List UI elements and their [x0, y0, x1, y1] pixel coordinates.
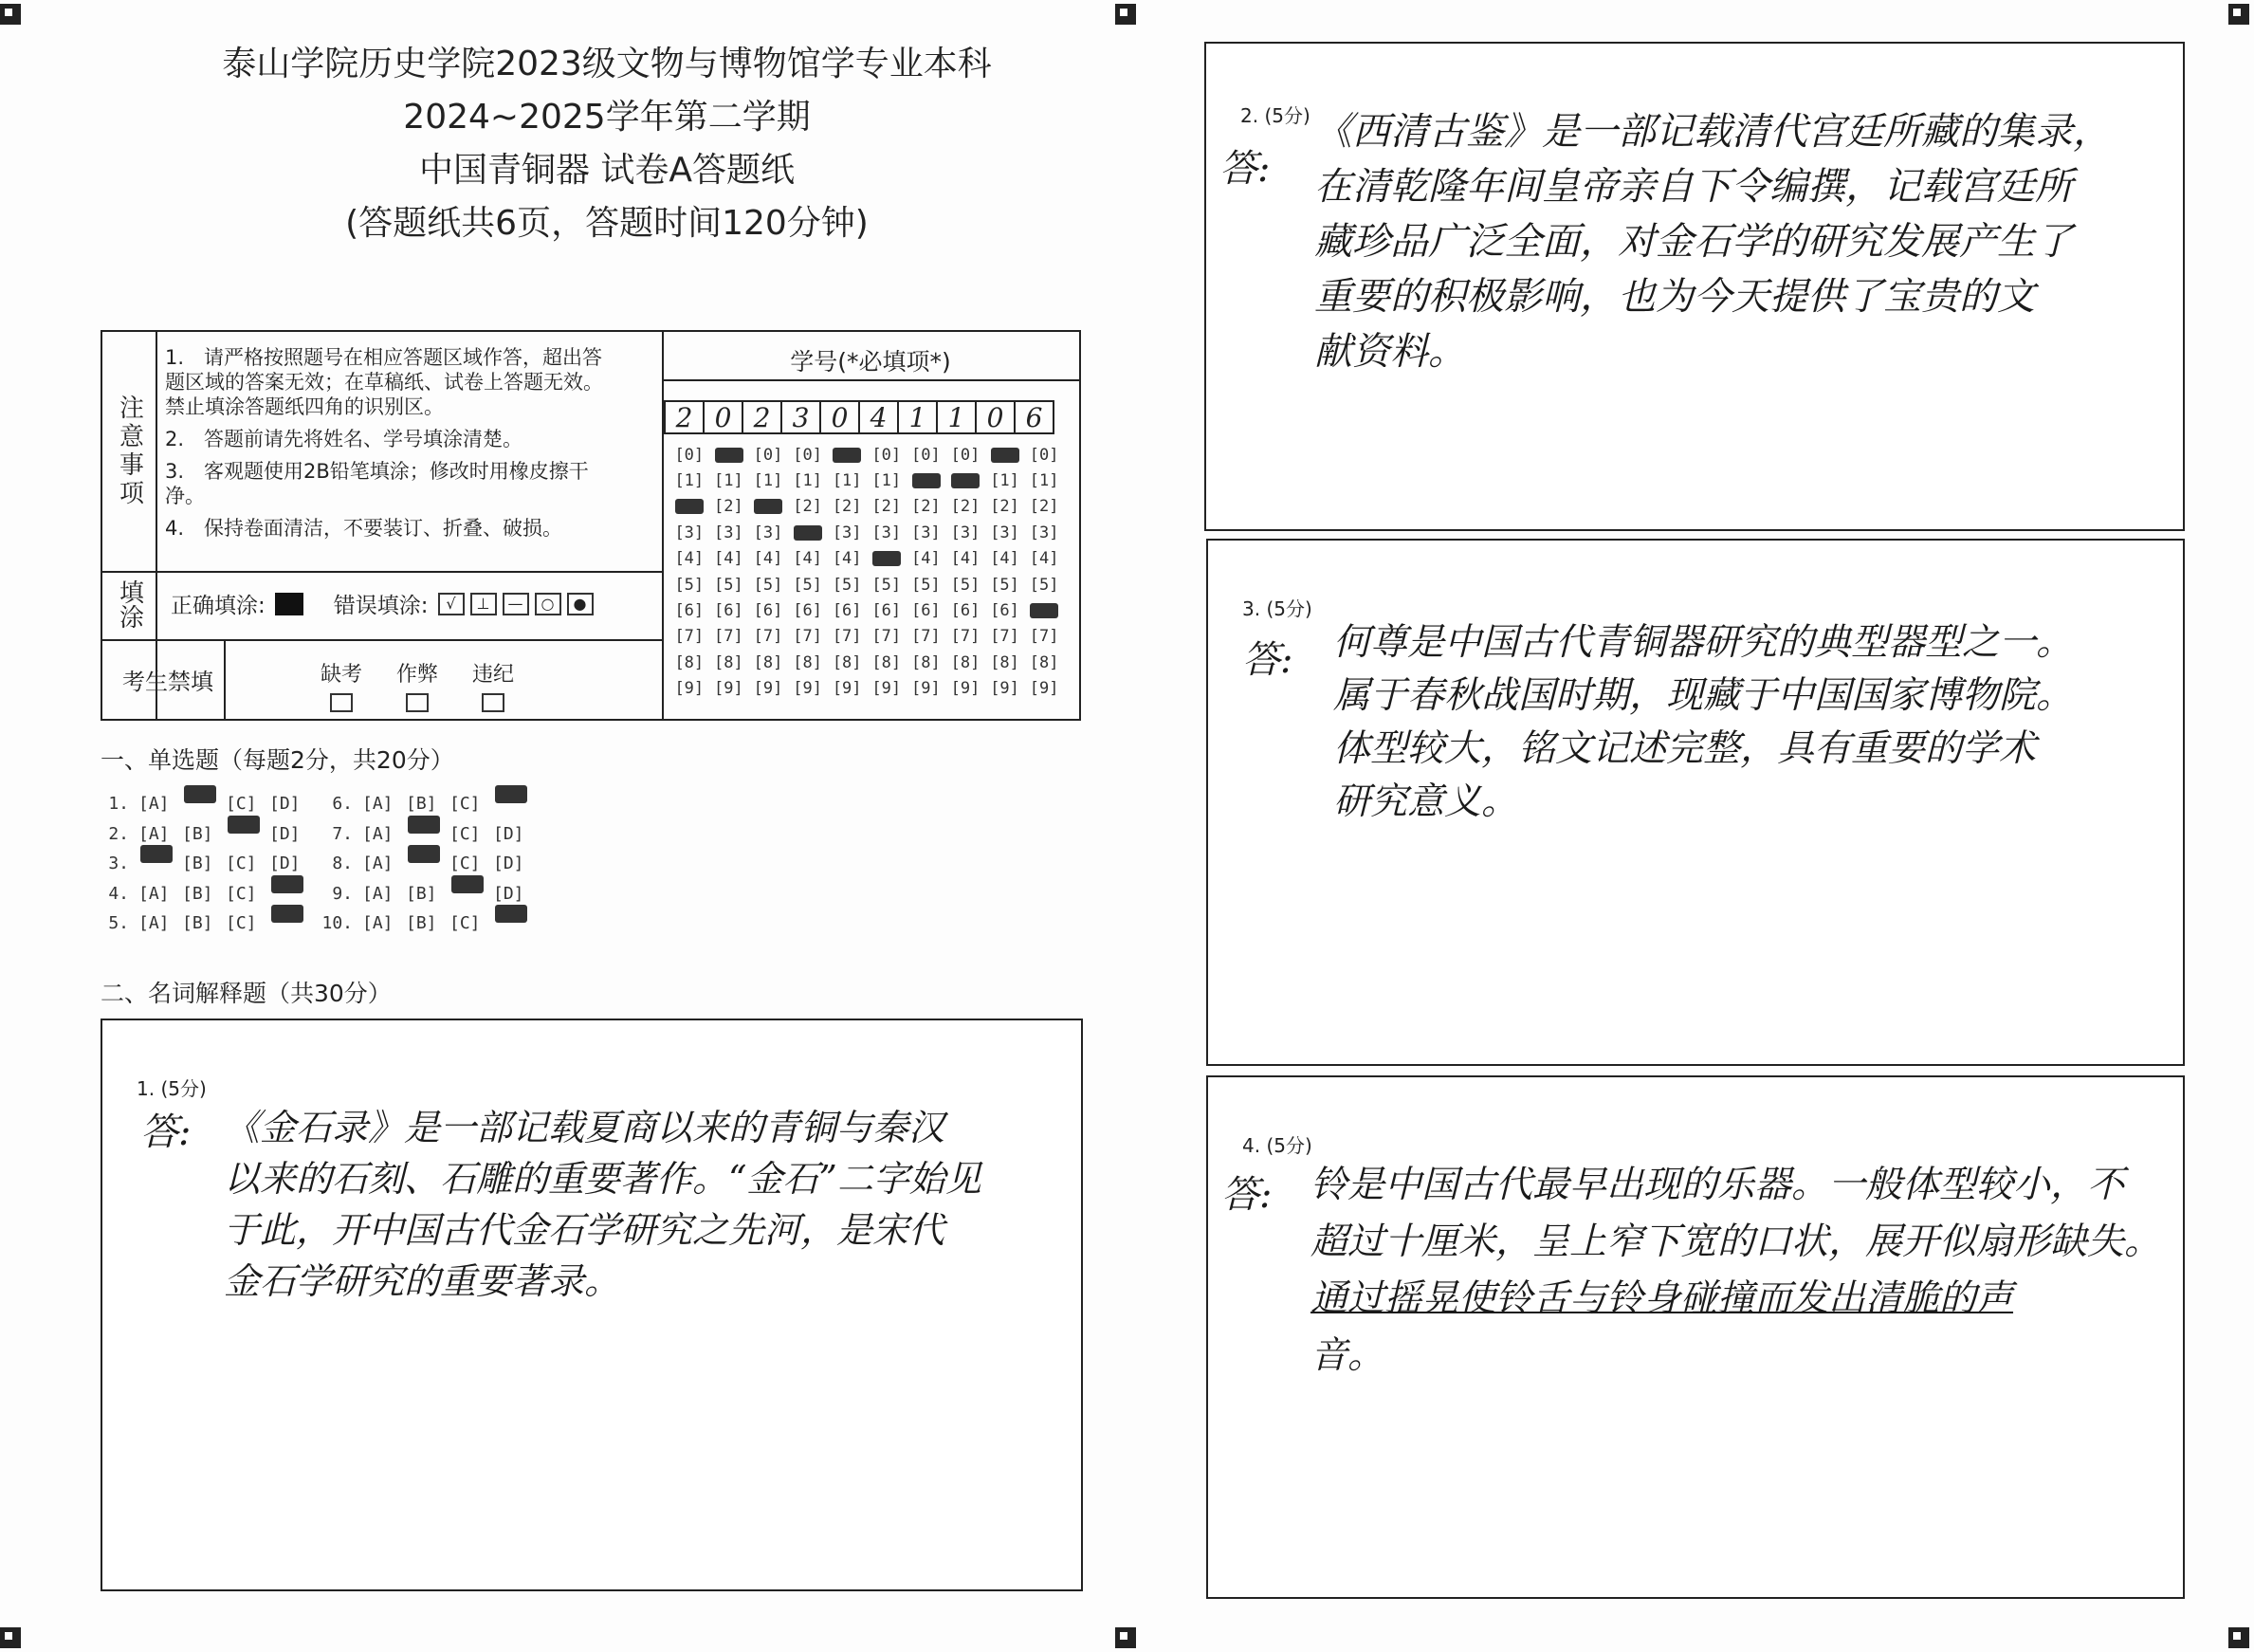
mcq-option-bubble[interactable]: [A] [138, 883, 170, 904]
student-id-digit[interactable]: 6 [1014, 400, 1054, 434]
student-id-bubble[interactable]: [1] [1029, 471, 1059, 491]
student-id-bubble[interactable]: [8] [871, 652, 902, 672]
question-number: 3. (5分) [1242, 597, 1312, 620]
wrong-fill-sample: √ [438, 593, 465, 615]
mcq-question-row [95, 819, 313, 850]
mcq-option-bubble[interactable] [226, 824, 269, 844]
student-id-bubble[interactable]: [9] [832, 679, 862, 699]
corner-mark-top-left [0, 4, 21, 25]
student-id-bubble[interactable]: [0] [674, 445, 705, 465]
student-id-digit[interactable]: 0 [975, 400, 1016, 434]
answer-line: 在清乾隆年间皇帝亲自下令编撰，记载宫廷所 [1314, 165, 2073, 209]
student-id-bubble[interactable]: [7] [1029, 627, 1059, 647]
student-id-bubble[interactable]: [9] [990, 679, 1019, 699]
mcq-option-bubble[interactable]: [A] [362, 794, 394, 815]
student-id-bubble[interactable]: [7] [793, 627, 822, 647]
mcq-option-bubble[interactable]: [C] [226, 794, 257, 815]
student-id-bubble[interactable] [867, 549, 907, 568]
student-id-bubble[interactable]: [4] [793, 549, 822, 569]
student-id-bubble[interactable]: [8] [990, 652, 1019, 672]
student-id-bubble[interactable] [985, 446, 1025, 465]
student-id-bubble[interactable]: [6] [753, 601, 783, 621]
student-id-bubble[interactable]: [5] [674, 575, 705, 595]
mcq-option-bubble[interactable]: [D] [493, 883, 524, 904]
fill-example-row [171, 588, 594, 619]
answer-box-2[interactable] [1204, 42, 2185, 531]
mcq-option-bubble[interactable] [493, 913, 537, 933]
mcq-option-bubble[interactable] [182, 794, 226, 814]
student-id-boxes [666, 400, 1054, 434]
notice-item: 2. 答题前请先将姓名、学号填涂清楚。 [165, 428, 523, 450]
student-id-bubble[interactable]: [7] [871, 627, 902, 647]
mcq-option-bubble[interactable] [406, 854, 449, 873]
mcq-option-bubble[interactable]: [B] [182, 823, 213, 844]
student-id-bubble[interactable]: [5] [793, 575, 822, 595]
student-id-bubble[interactable] [945, 471, 985, 490]
question-number: 2. (5分) [1240, 104, 1310, 127]
student-id-digit[interactable]: 1 [936, 400, 977, 434]
ban-cheat-label: 作弊 [396, 663, 439, 687]
mcq-option-bubble[interactable]: [C] [226, 854, 257, 874]
student-id-bubble[interactable]: [2] [911, 497, 941, 517]
mcq-option-bubble[interactable]: [D] [269, 823, 301, 844]
mcq-question-row [319, 909, 537, 939]
student-id-bubble[interactable]: [8] [911, 652, 941, 672]
student-id-bubble[interactable]: [5] [950, 575, 980, 595]
student-id-bubble[interactable]: [6] [714, 601, 743, 621]
mcq-question-row [319, 849, 537, 879]
student-id-bubble[interactable]: [2] [871, 497, 902, 517]
student-id-bubble[interactable]: [4] [950, 549, 980, 569]
student-id-bubble-row [669, 624, 1064, 650]
mcq-question-number: 10. [321, 913, 353, 934]
ban-violation-label: 违纪 [472, 663, 515, 687]
student-id-bubble-row [669, 546, 1064, 572]
student-id-bubble-row [669, 597, 1064, 623]
mcq-option-bubble[interactable] [269, 913, 313, 933]
student-id-bubble[interactable]: [4] [911, 549, 941, 569]
answer-line: 金石学研究的重要著录。 [224, 1260, 621, 1302]
student-id-bubble[interactable]: [5] [832, 575, 862, 595]
answer-line: 体型较大，铭文记述完整，具有重要的学术 [1333, 727, 2037, 770]
student-id-bubble[interactable]: [7] [990, 627, 1019, 647]
mcq-question-row [95, 849, 313, 879]
answer-line: 铃是中国古代最早出现的乐器。一般体型较小，不 [1310, 1164, 2125, 1206]
student-id-bubble[interactable]: [9] [793, 679, 822, 699]
student-id-bubble[interactable]: [8] [674, 652, 705, 672]
student-id-bubble-grid [669, 442, 1064, 702]
student-id-bubble[interactable]: [3] [871, 523, 902, 542]
answer-label: 答: [1242, 638, 1293, 682]
answer-box-1[interactable] [101, 1019, 1083, 1591]
answer-text [1310, 1157, 2161, 1385]
answer-line: 献资料。 [1314, 330, 1466, 374]
section2-title: 二、名词解释题（共30分） [101, 980, 392, 1007]
question-number: 1. (5分) [137, 1077, 207, 1100]
wrong-fill-sample: ⊥ [470, 593, 497, 615]
section1-title: 一、单选题（每题2分，共20分） [101, 746, 454, 774]
mcq-option-bubble[interactable]: [A] [138, 794, 170, 815]
mcq-question-number: 9. [332, 883, 353, 904]
student-id-bubble[interactable]: [9] [950, 679, 980, 699]
answer-label: 答: [1219, 147, 1271, 191]
student-id-bubble[interactable] [669, 497, 709, 516]
answer-label: 答: [140, 1111, 192, 1154]
mcq-option-bubble[interactable]: [A] [362, 854, 394, 874]
mcq-option-bubble[interactable] [269, 884, 313, 904]
student-id-bubble[interactable]: [5] [1029, 575, 1059, 595]
exam-ban-items [321, 658, 514, 712]
student-id-bubble[interactable] [748, 497, 788, 516]
student-id-bubble[interactable]: [6] [674, 601, 705, 621]
student-id-bubble-row [669, 676, 1064, 702]
student-id-bubble[interactable]: [5] [714, 575, 743, 595]
student-id-bubble[interactable]: [0] [871, 445, 902, 465]
mcq-column-right [319, 789, 537, 939]
corner-mark-bottom-left [0, 1627, 21, 1648]
mcq-option-bubble[interactable]: [C] [449, 794, 481, 815]
corner-mark-top-right [2228, 4, 2249, 25]
student-id-bubble[interactable]: [2] [793, 497, 822, 517]
corner-mark-top-middle [1115, 4, 1136, 25]
student-id-bubble[interactable]: [7] [714, 627, 743, 647]
student-id-bubble[interactable]: [6] [793, 601, 822, 621]
mcq-option-bubble[interactable]: [A] [138, 913, 170, 934]
ban-absent-label: 缺考 [321, 663, 363, 687]
student-id-bubble[interactable]: [9] [753, 679, 783, 699]
student-id-bubble[interactable]: [2] [1029, 497, 1059, 517]
student-id-digit[interactable]: 1 [897, 400, 938, 434]
student-id-bubble[interactable]: [9] [674, 679, 705, 699]
answer-text [224, 1102, 981, 1307]
student-id-bubble[interactable] [788, 523, 828, 542]
student-id-bubble[interactable]: [1] [674, 471, 705, 491]
answer-line: 超过十厘米，呈上窄下宽的口状，展开似扇形缺失。 [1310, 1221, 2162, 1263]
mcq-option-bubble[interactable]: [B] [182, 883, 213, 904]
answer-line: 《金石录》是一部记载夏商以来的青铜与秦汉 [224, 1107, 945, 1148]
mcq-option-bubble[interactable]: [C] [449, 854, 481, 874]
sheet-header [95, 38, 1119, 250]
answer-text [1333, 616, 2073, 829]
student-id-bubble[interactable]: [2] [832, 497, 862, 517]
mcq-option-bubble[interactable]: [A] [362, 913, 394, 934]
student-id-bubble[interactable]: [8] [753, 652, 783, 672]
student-id-bubble[interactable]: [9] [871, 679, 902, 699]
fill-heading: 填涂 [115, 579, 144, 629]
mcq-option-bubble[interactable]: [B] [406, 913, 437, 934]
student-id-bubble[interactable]: [0] [753, 445, 783, 465]
student-id-bubble-row [669, 442, 1064, 468]
mcq-option-bubble[interactable]: [B] [406, 794, 437, 815]
student-id-bubble[interactable]: [4] [714, 549, 743, 569]
info-box [101, 330, 1081, 721]
student-id-bubble[interactable]: [4] [832, 549, 862, 569]
student-id-bubble[interactable] [709, 446, 749, 465]
student-id-bubble[interactable]: [5] [990, 575, 1019, 595]
student-id-bubble[interactable]: [5] [871, 575, 902, 595]
student-id-bubble[interactable]: [8] [793, 652, 822, 672]
mcq-column-left [95, 789, 313, 939]
exam-ban-heading: 考生禁填 [122, 668, 213, 695]
answer-box-3[interactable] [1206, 539, 2185, 1066]
student-id-bubble[interactable]: [7] [674, 627, 705, 647]
student-id-bubble-row [669, 520, 1064, 545]
wrong-fill-sample: — [503, 593, 529, 615]
mcq-option-bubble[interactable] [493, 794, 537, 814]
student-id-bubble[interactable] [907, 471, 946, 490]
student-id-digit[interactable]: 0 [819, 400, 860, 434]
wrong-fill-label: 错误填涂: [333, 594, 429, 618]
student-id-bubble[interactable]: [4] [1029, 549, 1059, 569]
student-id-bubble[interactable]: [3] [990, 523, 1019, 542]
header-line-3: 中国青铜器 试卷A答题纸 [418, 151, 796, 190]
corner-mark-bottom-middle [1115, 1627, 1136, 1648]
student-id-digit[interactable]: 0 [703, 400, 743, 434]
student-id-bubble[interactable]: [1] [714, 471, 743, 491]
student-id-bubble[interactable]: [3] [1029, 523, 1059, 542]
mcq-question-number: 6. [332, 794, 353, 815]
notice-list [165, 345, 620, 548]
header-line-1: 泰山学院历史学院2023级文物与博物馆学专业本科 [222, 45, 992, 83]
mcq-option-bubble[interactable] [138, 854, 182, 873]
student-id-digit[interactable]: 2 [742, 400, 782, 434]
wrong-fill-sample: ○ [535, 593, 561, 615]
correct-fill-label: 正确填涂: [171, 594, 266, 618]
student-id-bubble-row [669, 650, 1064, 675]
correct-fill-sample [275, 593, 303, 615]
student-id-bubble[interactable]: [8] [950, 652, 980, 672]
student-id-bubble-row [669, 494, 1064, 520]
notice-item: 4. 保持卷面清洁，不要装订、折叠、破损。 [165, 517, 563, 540]
student-id-digit[interactable]: 3 [780, 400, 821, 434]
mcq-option-bubble[interactable]: [D] [269, 854, 301, 874]
student-id-bubble[interactable]: [3] [714, 523, 743, 542]
student-id-bubble[interactable]: [2] [950, 497, 980, 517]
mcq-option-bubble[interactable] [449, 884, 493, 904]
answer-line: 何尊是中国古代青铜器研究的典型器型之一。 [1333, 621, 2074, 664]
student-id-bubble[interactable]: [9] [1029, 679, 1059, 699]
mcq-question-number: 8. [332, 854, 353, 874]
student-id-bubble[interactable]: [3] [753, 523, 783, 542]
student-id-bubble[interactable]: [1] [871, 471, 902, 491]
answer-line: 音。 [1310, 1334, 1385, 1377]
student-id-bubble[interactable]: [6] [950, 601, 980, 621]
mcq-option-bubble[interactable]: [B] [182, 913, 213, 934]
mcq-option-bubble[interactable]: [C] [226, 913, 257, 934]
mcq-question-row [95, 909, 313, 939]
student-id-digit[interactable]: 4 [858, 400, 899, 434]
mcq-option-bubble[interactable]: [C] [449, 823, 481, 844]
mcq-question-number: 1. [108, 794, 129, 815]
corner-mark-bottom-right [2228, 1627, 2249, 1648]
student-id-bubble[interactable]: [0] [793, 445, 822, 465]
student-id-bubble[interactable]: [3] [832, 523, 862, 542]
mcq-option-bubble[interactable]: [C] [449, 913, 481, 934]
student-id-bubble[interactable]: [2] [714, 497, 743, 517]
student-id-bubble[interactable]: [9] [911, 679, 941, 699]
answer-line: 《西清古鉴》是一部记载清代宫廷所藏的集录， [1314, 110, 2111, 154]
student-id-bubble[interactable]: [7] [911, 627, 941, 647]
answer-line: 通过摇晃使铃舌与铃身碰撞而发出清脆的声 [1310, 1277, 2014, 1320]
student-id-bubble[interactable]: [1] [753, 471, 783, 491]
mcq-option-bubble[interactable]: [A] [138, 823, 170, 844]
mcq-question-number: 2. [108, 823, 129, 844]
mcq-question-number: 5. [108, 913, 129, 934]
student-id-bubble[interactable]: [4] [753, 549, 783, 569]
student-id-bubble[interactable]: [8] [832, 652, 862, 672]
student-id-digit[interactable]: 2 [664, 400, 705, 434]
header-line-2: 2024~2025学年第二学期 [403, 98, 811, 137]
answer-line: 藏珍品广泛全面，对金石学的研究发展产生了 [1314, 220, 2073, 264]
notice-item: 3. 客观题使用2B铅笔填涂；修改时用橡皮擦干净。 [165, 460, 589, 507]
student-id-bubble[interactable]: [2] [990, 497, 1019, 517]
wrong-fill-sample: ● [567, 593, 594, 615]
ban-violation-checkbox[interactable] [482, 693, 504, 712]
ban-cheat-checkbox[interactable] [406, 693, 429, 712]
notice-heading: 注意事项 [115, 395, 144, 508]
mcq-option-bubble[interactable]: [D] [269, 794, 301, 815]
answer-line: 属于春秋战国时期，现藏于中国国家博物院。 [1333, 674, 2074, 717]
student-id-bubble[interactable]: [6] [911, 601, 941, 621]
student-id-bubble[interactable]: [3] [674, 523, 705, 542]
student-id-bubble[interactable]: [4] [674, 549, 705, 569]
student-id-bubble[interactable]: [4] [990, 549, 1019, 569]
mcq-option-bubble[interactable]: [D] [493, 854, 524, 874]
answer-line: 研究意义。 [1333, 780, 1519, 823]
mcq-question-number: 3. [108, 854, 129, 874]
student-id-bubble[interactable]: [6] [871, 601, 902, 621]
student-id-title: 学号(*必填项*) [790, 348, 951, 376]
mcq-option-bubble[interactable]: [B] [182, 854, 213, 874]
student-id-bubble[interactable]: [0] [911, 445, 941, 465]
student-id-bubble[interactable]: [7] [950, 627, 980, 647]
student-id-bubble[interactable]: [7] [832, 627, 862, 647]
answer-line: 以来的石刻、石雕的重要著作。“金石”二字始见 [224, 1158, 981, 1200]
student-id-bubble[interactable]: [1] [832, 471, 862, 491]
mcq-option-bubble[interactable]: [B] [406, 883, 437, 904]
student-id-bubble[interactable]: [6] [990, 601, 1019, 621]
mcq-question-row [319, 789, 537, 819]
student-id-bubble[interactable] [827, 446, 867, 465]
question-number: 4. (5分) [1242, 1134, 1312, 1157]
student-id-bubble[interactable]: [9] [714, 679, 743, 699]
answer-box-4[interactable] [1206, 1075, 2185, 1599]
mcq-option-bubble[interactable]: [D] [493, 823, 524, 844]
student-id-bubble-row [669, 572, 1064, 597]
header-line-4: (答题纸共6页，答题时间120分钟) [345, 204, 869, 243]
student-id-bubble[interactable]: [1] [793, 471, 822, 491]
mcq-option-bubble[interactable]: [C] [226, 883, 257, 904]
mcq-question-number: 4. [108, 883, 129, 904]
student-id-bubble[interactable]: [7] [753, 627, 783, 647]
notice-item: 1. 请严格按照题号在相应答题区域作答，超出答题区域的答案无效；在草稿纸、试卷上答题无效。禁止填涂答题纸四角的识别区。 [165, 346, 603, 418]
mcq-option-bubble[interactable]: [A] [362, 823, 394, 844]
answer-label: 答: [1221, 1173, 1273, 1217]
student-id-bubble-row [669, 468, 1064, 493]
answer-line: 重要的积极影响，也为今天提供了宝贵的文 [1314, 275, 2035, 319]
student-id-bubble[interactable]: [3] [911, 523, 941, 542]
student-id-bubble[interactable]: [3] [950, 523, 980, 542]
mcq-question-number: 7. [332, 823, 353, 844]
student-id-bubble[interactable]: [5] [753, 575, 783, 595]
student-id-bubble[interactable]: [0] [1029, 445, 1059, 465]
answer-line: 于此，开中国古代金石学研究之先河，是宋代 [224, 1209, 945, 1251]
mcq-option-bubble[interactable] [406, 824, 449, 844]
student-id-bubble[interactable]: [0] [950, 445, 980, 465]
student-id-bubble[interactable] [1024, 601, 1064, 620]
answer-text [1314, 104, 2111, 379]
student-id-bubble[interactable]: [1] [990, 471, 1019, 491]
ban-absent-checkbox[interactable] [330, 693, 353, 712]
student-id-bubble[interactable]: [8] [714, 652, 743, 672]
student-id-bubble[interactable]: [6] [832, 601, 862, 621]
mcq-question-row [95, 789, 313, 819]
student-id-bubble[interactable]: [8] [1029, 652, 1059, 672]
student-id-bubble[interactable]: [5] [911, 575, 941, 595]
mcq-option-bubble[interactable]: [A] [362, 883, 394, 904]
